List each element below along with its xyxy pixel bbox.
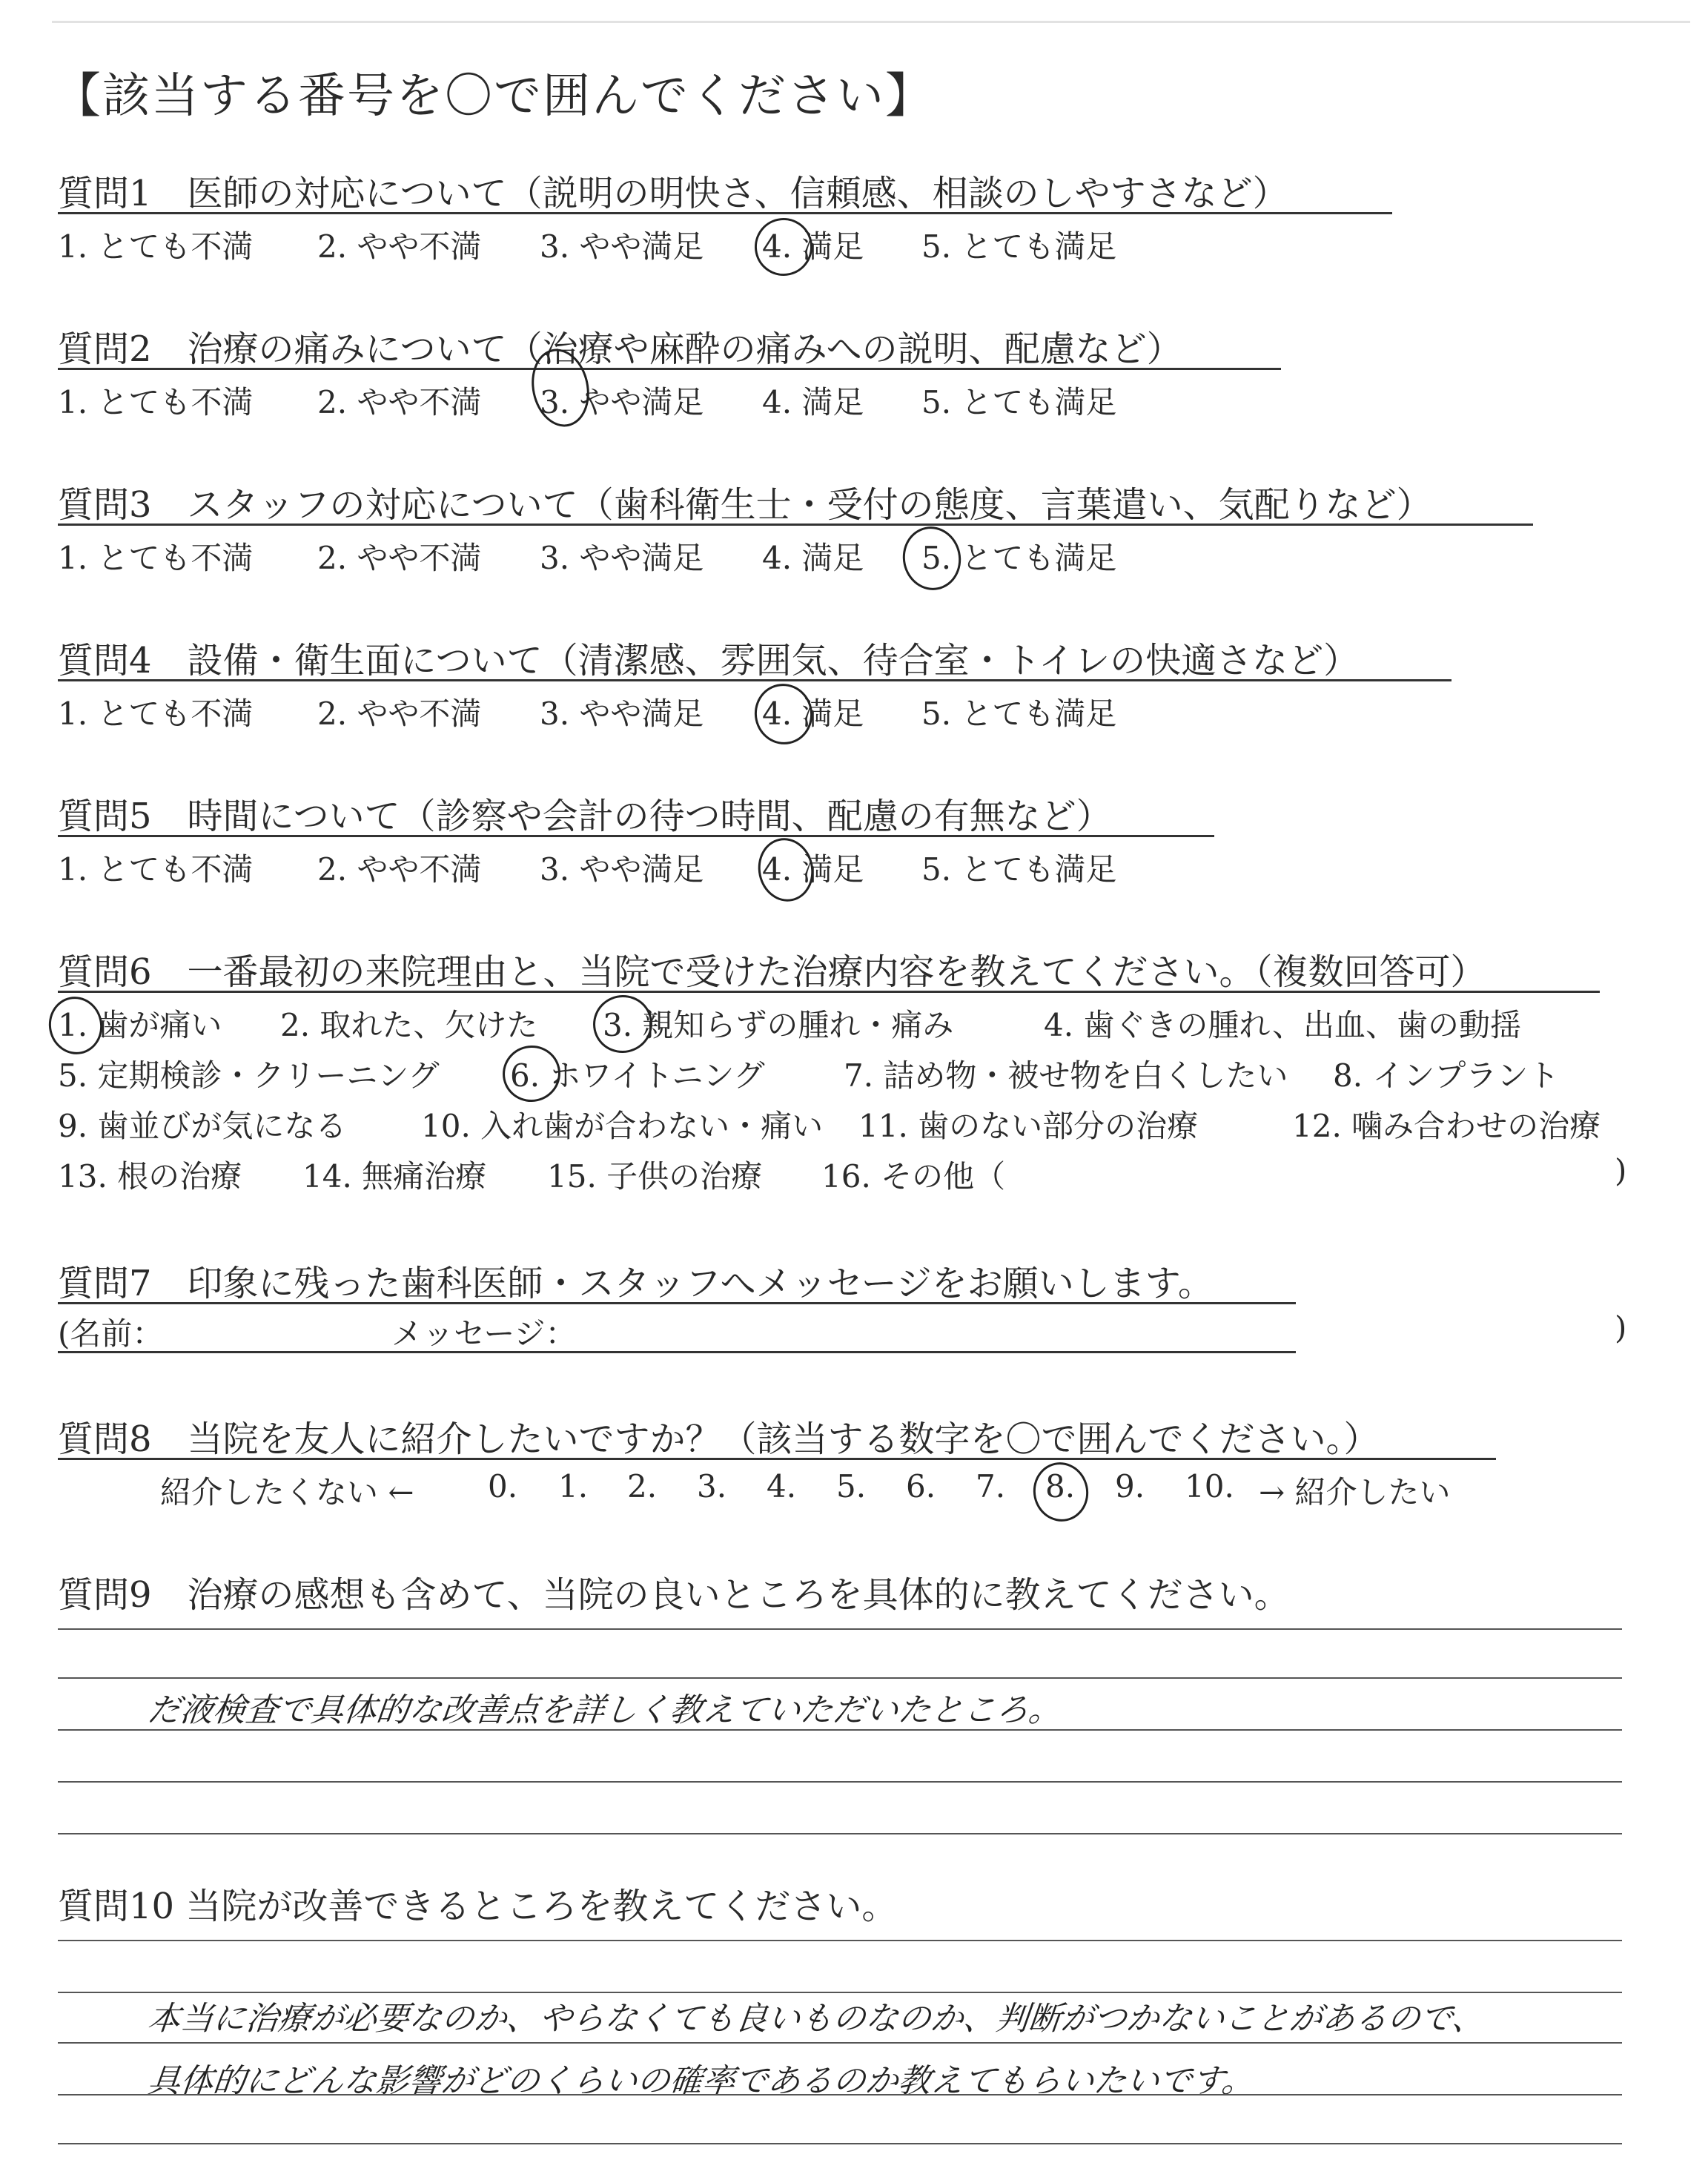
q1-option-1[interactable]: 1. とても不満 [58,228,254,265]
q2-option-4[interactable]: 4. 満足 [762,384,864,420]
q8-value-4[interactable]: 4. [767,1468,797,1505]
question-9-label: 質問9 治療の感想も含めて、当院の良いところを具体的に教えてください。 [58,1574,1290,1616]
q1-option-4[interactable]: 4. 満足 [762,228,864,265]
question-8-scale [58,1468,1644,1513]
q8-selection-circle [1027,1457,1093,1527]
q1-option-2[interactable]: 2. やや不満 [317,228,482,265]
q10-answer-line-5 [58,2143,1622,2144]
question-1-label: 質問1 医師の対応について（説明の明快さ、信頼感、相談のしやすさなど） [58,173,1288,214]
q8-value-6[interactable]: 6. [906,1468,936,1505]
q9-answer-line-3 [58,1729,1622,1731]
q8-value-7[interactable]: 7. [976,1468,1006,1505]
q5-option-2[interactable]: 2. やや不満 [317,851,482,888]
question-3-underline [58,524,1533,526]
q10-handwritten-answer-line-2: 具体的にどんな影響がどのくらいの確率であるのか教えてもらいたいです。 [145,2062,1257,2100]
q3-option-3[interactable]: 3. やや満足 [540,540,704,576]
q9-answer-line-2 [58,1677,1622,1679]
q4-option-4[interactable]: 4. 満足 [762,696,864,732]
q9-answer-line-1 [58,1628,1622,1630]
q6-option-16[interactable]: 16. その他（ [821,1158,1006,1195]
q9-answer-line-5 [58,1833,1622,1834]
q10-answer-line-1 [58,1940,1622,1941]
q3-option-5[interactable]: 5. とても満足 [921,540,1117,576]
q6-option-3[interactable]: 3. 親知らずの腫れ・痛み [603,1007,954,1043]
q6-option-15[interactable]: 15. 子供の治療 [547,1158,763,1195]
q8-value-9[interactable]: 9. [1115,1468,1145,1505]
q8-value-5[interactable]: 5. [836,1468,867,1505]
q8-right-text: → 紹介したい [1259,1474,1451,1510]
q4-option-5[interactable]: 5. とても満足 [921,696,1117,732]
q8-value-2[interactable]: 2. [627,1468,658,1505]
q5-option-3[interactable]: 3. やや満足 [540,851,704,888]
q6-option-4[interactable]: 4. 歯ぐきの腫れ、出血、歯の動揺 [1044,1007,1521,1043]
q10-answer-line-3 [58,2042,1622,2044]
q4-option-2[interactable]: 2. やや不満 [317,696,482,732]
q6-selection-circle-3 [588,990,658,1059]
question-7-field-underline [58,1351,1296,1353]
question-7-fields [58,1309,1644,1354]
q7-message-label: メッセージ： [391,1315,577,1352]
question-3-label: 質問3 スタッフの対応について（歯科衛生士・受付の態度、言葉遣い、気配りなど） [58,484,1432,526]
q4-option-1[interactable]: 1. とても不満 [58,696,254,732]
q6-option-2[interactable]: 2. 取れた、欠けた [280,1007,538,1043]
question-5-label: 質問5 時間について（診察や会計の待つ時間、配慮の有無など） [58,796,1112,837]
q5-option-1[interactable]: 1. とても不満 [58,851,254,888]
question-6-underline [58,991,1600,993]
question-8-underline [58,1458,1496,1460]
q6-option-11[interactable]: 11. 歯のない部分の治療 [858,1108,1199,1144]
question-6-label: 質問6 一番最初の来院理由と、当院で受けた治療内容を教えてください。（複数回答可） [58,951,1486,993]
question-4-label: 質問4 設備・衛生面について（清潔感、雰囲気、待合室・トイレの快適さなど） [58,640,1360,681]
q3-option-2[interactable]: 2. やや不満 [317,540,482,576]
q2-option-2[interactable]: 2. やや不満 [317,384,482,420]
q6-option-10[interactable]: 10. 入れ歯が合わない・痛い [421,1108,824,1144]
question-1-underline [58,212,1392,214]
q8-left-text: 紹介したくない ← [160,1474,414,1510]
q5-selection-circle [752,833,819,907]
q1-option-3[interactable]: 3. やや満足 [540,228,704,265]
question-5-underline [58,835,1214,837]
q6-option-5[interactable]: 5. 定期検診・クリーニング [58,1057,440,1094]
q2-option-3[interactable]: 3. やや満足 [540,384,704,420]
question-6-options [58,1001,1644,1209]
page-title: 【該当する番号を〇で囲んでください】 [53,69,934,124]
question-4-underline [58,679,1452,681]
q7-name-label: (名前： [58,1315,164,1352]
q9-answer-line-4 [58,1781,1622,1783]
q6-option-9[interactable]: 9. 歯並びが気になる [58,1108,347,1144]
q3-option-4[interactable]: 4. 満足 [762,540,864,576]
q6-option-12[interactable]: 12. 噛み合わせの治療 [1292,1108,1601,1144]
q9-handwritten-answer: だ液検査で具体的な改善点を詳しく教えていただいたところ。 [145,1691,1064,1729]
top-border [52,21,1690,23]
question-2-label: 質問2 治療の痛みについて（治療や麻酔の痛みへの説明、配慮など） [58,328,1182,370]
q6-option-8[interactable]: 8. インプラント [1333,1057,1560,1094]
question-8-label: 質問8 当院を友人に紹介したいですか？（該当する数字を〇で囲んでください。） [58,1418,1380,1460]
q7-close-paren: ) [1615,1309,1627,1346]
question-7-label: 質問7 印象に残った歯科医師・スタッフへメッセージをお願いします。 [58,1263,1214,1304]
q8-value-8[interactable]: 8. [1045,1468,1076,1505]
q6-option-6[interactable]: 6. ホワイトニング [510,1057,765,1094]
q6-option-14[interactable]: 14. 無痛治療 [302,1158,487,1195]
question-2-underline [58,368,1281,370]
q10-answer-line-4 [58,2094,1622,2095]
q8-value-0[interactable]: 0. [488,1468,518,1505]
q8-value-3[interactable]: 3. [697,1468,727,1505]
q3-option-1[interactable]: 1. とても不満 [58,540,254,576]
q3-selection-circle [897,521,967,595]
q6-option-1[interactable]: 1. 歯が痛い [58,1007,222,1043]
q6-option-13[interactable]: 13. 根の治療 [58,1158,242,1195]
q10-handwritten-answer-line-1: 本当に治療が必要なのか、やらなくても良いものなのか、判断がつかないことがあるので、 [145,2000,1487,2038]
q8-value-10[interactable]: 10. [1185,1468,1234,1505]
q6-selection-circle-6 [497,1040,566,1108]
q6-option-7[interactable]: 7. 詰め物・被せ物を白くしたい [844,1057,1288,1094]
q5-option-4[interactable]: 4. 満足 [762,851,864,888]
question-10-label: 質問10 当院が改善できるところを教えてください。 [58,1886,898,1927]
q4-option-3[interactable]: 3. やや満足 [540,696,704,732]
q2-option-5[interactable]: 5. とても満足 [921,384,1117,420]
q6-other-close-paren: ) [1615,1152,1627,1189]
q2-option-1[interactable]: 1. とても不満 [58,384,254,420]
q1-option-5[interactable]: 5. とても満足 [921,228,1117,265]
question-7-underline [58,1302,1296,1304]
q8-value-1[interactable]: 1. [558,1468,589,1505]
q5-option-5[interactable]: 5. とても満足 [921,851,1117,888]
